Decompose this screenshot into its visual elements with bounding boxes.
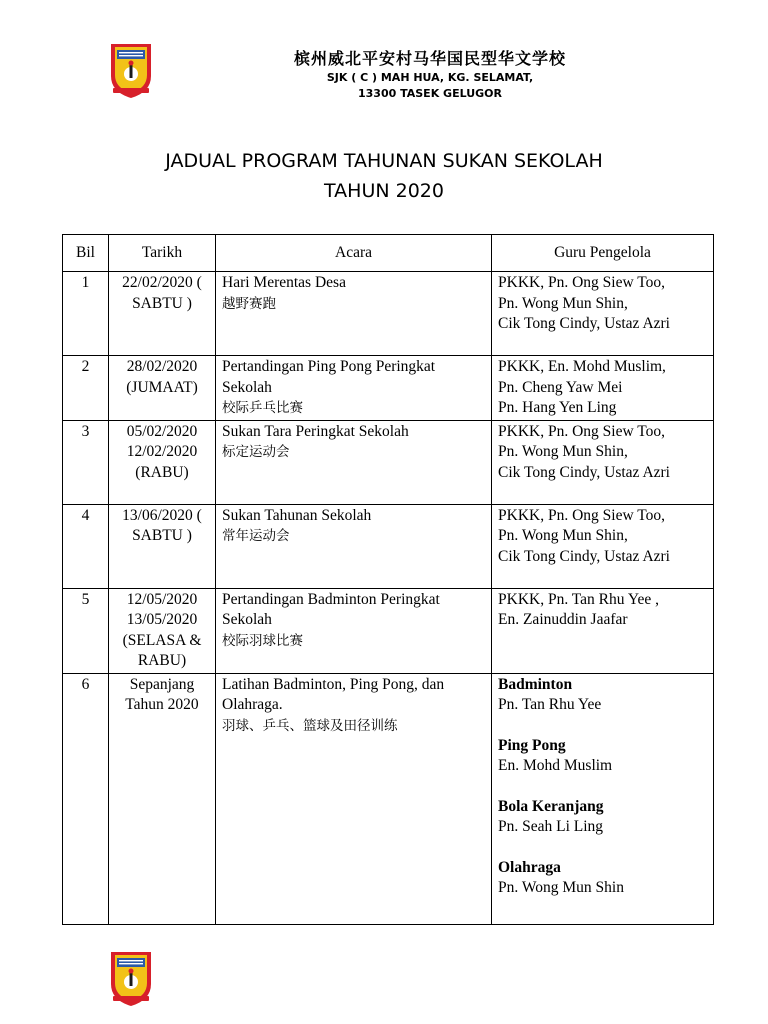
event-name: Latihan Badminton, Ping Pong, dan Olahraga. bbox=[222, 675, 445, 713]
row-tarikh bbox=[109, 356, 216, 421]
header-bil: Bil bbox=[63, 235, 109, 272]
date-line: SABTU ) bbox=[132, 294, 192, 312]
teacher-line: Cik Tong Cindy, Ustaz Azri bbox=[498, 547, 670, 565]
sport-title: Ping Pong bbox=[498, 736, 566, 754]
teacher-line: Cik Tong Cindy, Ustaz Azri bbox=[498, 315, 670, 332]
row-acara bbox=[216, 272, 492, 356]
row-guru bbox=[492, 673, 714, 924]
schedule-table bbox=[62, 234, 714, 925]
teacher-line: PKKK, Pn. Tan Rhu Yee , bbox=[498, 590, 659, 608]
teacher-line: PKKK, Pn. Ong Siew Too, bbox=[498, 506, 665, 524]
school-header bbox=[250, 48, 610, 102]
row-bil: 4 bbox=[63, 504, 109, 588]
row-tarikh bbox=[109, 420, 216, 504]
teacher-line: Pn. Cheng Yaw Mei bbox=[498, 378, 623, 396]
table-row bbox=[63, 588, 714, 673]
teacher-line: Pn. Seah Li Ling bbox=[498, 818, 604, 835]
date-line: 12/05/2020 bbox=[126, 590, 198, 608]
row-guru bbox=[492, 504, 714, 588]
date-line: 13/06/2020 ( bbox=[122, 506, 202, 524]
teacher-line: PKKK, En. Mohd Muslim, bbox=[498, 358, 666, 375]
event-name: Sukan Tara Peringkat Sekolah bbox=[222, 422, 409, 440]
row-bil: 1 bbox=[63, 272, 109, 356]
date-line: 05/02/2020 bbox=[126, 422, 198, 440]
row-bil: 6 bbox=[63, 673, 109, 924]
event-name-chinese: 越野赛跑 bbox=[222, 295, 276, 312]
event-name-chinese: 羽球、乒乓、篮球及田径训练 bbox=[222, 717, 398, 734]
document-title bbox=[0, 146, 768, 206]
row-bil: 5 bbox=[63, 588, 109, 673]
date-line: Tahun 2020 bbox=[125, 696, 199, 713]
teacher-line: PKKK, Pn. Ong Siew Too, bbox=[498, 274, 665, 291]
date-line: (JUMAAT) bbox=[126, 378, 198, 396]
row-bil: 2 bbox=[63, 356, 109, 421]
event-name: Pertandingan Badminton Peringkat Sekolah bbox=[222, 590, 440, 628]
teacher-line: En. Mohd Muslim bbox=[498, 757, 613, 774]
row-guru bbox=[492, 272, 714, 356]
row-guru bbox=[492, 420, 714, 504]
table-row bbox=[63, 504, 714, 588]
teacher-line: PKKK, Pn. Ong Siew Too, bbox=[498, 422, 665, 440]
school-crest-logo bbox=[108, 40, 154, 100]
event-name-chinese: 校际乒乓比赛 bbox=[222, 400, 303, 416]
row-guru bbox=[492, 356, 714, 421]
row-tarikh bbox=[109, 588, 216, 673]
school-chinese-name: 槟州威北平安村马华国民型华文学校 bbox=[293, 49, 566, 68]
date-line: 22/02/2020 ( bbox=[122, 274, 202, 291]
table-header-row bbox=[63, 235, 714, 272]
school-address: 13300 TASEK GELUGOR bbox=[358, 87, 502, 100]
header-guru-pengelola: Guru Pengelola bbox=[492, 235, 714, 272]
row-guru bbox=[492, 588, 714, 673]
date-line: (RABU) bbox=[135, 463, 189, 481]
table-row bbox=[63, 673, 714, 924]
date-line: 13/05/2020 bbox=[126, 611, 198, 628]
teacher-line: Cik Tong Cindy, Ustaz Azri bbox=[498, 463, 670, 481]
sport-title: Olahraga bbox=[498, 858, 561, 876]
school-name: SJK ( C ) MAH HUA, KG. SELAMAT, bbox=[326, 71, 534, 84]
table-row bbox=[63, 420, 714, 504]
row-tarikh bbox=[109, 272, 216, 356]
teacher-line: Pn. Wong Mun Shin, bbox=[498, 443, 628, 460]
event-name-chinese: 标定运动会 bbox=[222, 444, 290, 460]
teacher-line: En. Zainuddin Jaafar bbox=[498, 611, 628, 628]
row-tarikh bbox=[109, 504, 216, 588]
table-row bbox=[63, 356, 714, 421]
date-line: SABTU ) bbox=[132, 527, 192, 544]
header-tarikh: Tarikh bbox=[109, 235, 216, 272]
row-acara bbox=[216, 504, 492, 588]
teacher-line: Pn. Hang Yen Ling bbox=[498, 399, 617, 416]
date-line: RABU) bbox=[137, 652, 187, 669]
header-acara: Acara bbox=[216, 235, 492, 272]
teacher-line: Pn. Wong Mun Shin bbox=[498, 879, 624, 896]
table-row bbox=[63, 272, 714, 356]
event-name-chinese: 常年运动会 bbox=[222, 528, 290, 544]
title-line-2: TAHUN 2020 bbox=[324, 180, 444, 202]
date-line: (SELASA & bbox=[122, 631, 202, 649]
sport-title: Badminton bbox=[498, 675, 573, 693]
row-bil: 3 bbox=[63, 420, 109, 504]
row-acara bbox=[216, 356, 492, 421]
event-name-chinese: 校际羽球比赛 bbox=[222, 632, 303, 649]
row-tarikh bbox=[109, 673, 216, 924]
date-line: 28/02/2020 bbox=[126, 358, 198, 375]
row-acara bbox=[216, 588, 492, 673]
row-acara bbox=[216, 420, 492, 504]
sport-title: Bola Keranjang bbox=[498, 797, 604, 815]
teacher-line: Pn. Wong Mun Shin, bbox=[498, 294, 628, 312]
title-line-1: JADUAL PROGRAM TAHUNAN SUKAN SEKOLAH bbox=[165, 150, 603, 172]
school-crest-logo bbox=[108, 948, 154, 1008]
date-line: 12/02/2020 bbox=[126, 443, 198, 460]
teacher-line: Pn. Tan Rhu Yee bbox=[498, 696, 602, 713]
event-name: Hari Merentas Desa bbox=[222, 274, 346, 291]
teacher-line: Pn. Wong Mun Shin, bbox=[498, 527, 628, 544]
row-acara bbox=[216, 673, 492, 924]
date-line: Sepanjang bbox=[129, 675, 195, 693]
event-name: Sukan Tahunan Sekolah bbox=[222, 506, 372, 524]
event-name: Pertandingan Ping Pong Peringkat Sekolah bbox=[222, 358, 436, 396]
